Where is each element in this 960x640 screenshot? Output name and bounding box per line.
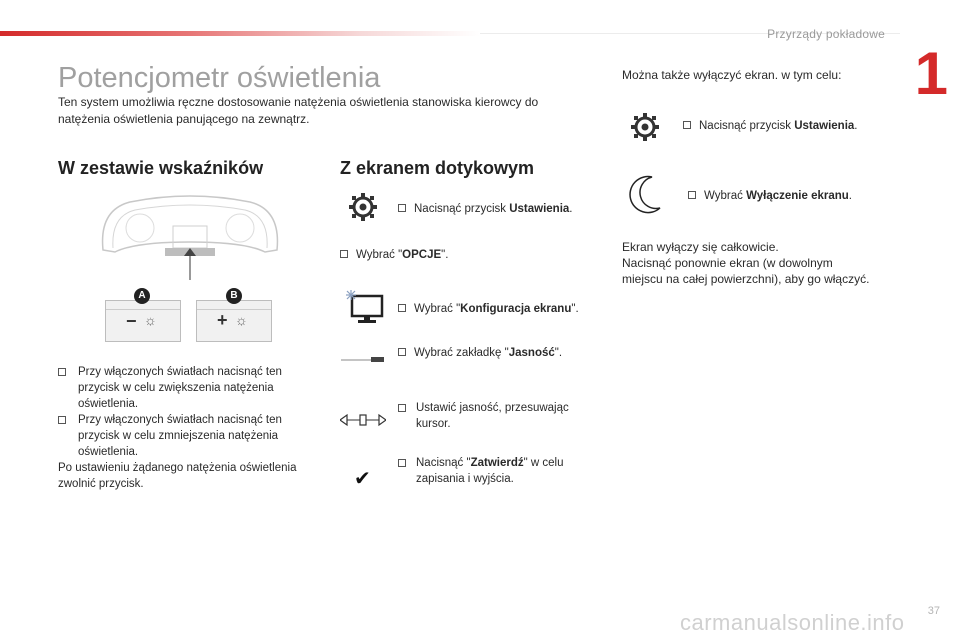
- bullet-icon: [58, 416, 66, 424]
- step-6: Nacisnąć "Zatwierdź" w celu zapisania i wyjścia.: [398, 455, 598, 487]
- left-footer-text: Po ustawieniu żądanego natężenia oświetlenia zwolnić przycisk.: [58, 462, 297, 490]
- right-intro-text: Można także wyłączyć ekran. w tym celu:: [622, 68, 842, 82]
- bullet-icon: [398, 459, 406, 467]
- right-step-1: Nacisnąć przycisk Ustawienia.: [683, 118, 903, 134]
- button-a-decrease: [105, 300, 181, 342]
- bullet-icon: [340, 250, 348, 258]
- intro-text: Ten system umożliwia ręczne dostosowanie natężenia oświetlenia stanowiska kierowcy do natężenia oświetlenia panującego na zewnątrz.: [58, 95, 539, 126]
- left-instructions: [58, 364, 318, 492]
- brightness-icon: ☼: [235, 312, 248, 328]
- label-b-badge: B: [226, 288, 242, 304]
- button-b-increase: [196, 300, 272, 342]
- chapter-number: 1: [914, 40, 948, 107]
- slider-icon: [340, 413, 386, 427]
- watermark: carmanualsonline.info: [680, 610, 905, 635]
- step-1: Nacisnąć przycisk Ustawienia.: [398, 201, 598, 217]
- brightness-tab-icon: [341, 355, 385, 363]
- moon-icon: [628, 174, 664, 214]
- minus-icon: −: [126, 311, 137, 331]
- left-section-heading: W zestawie wskaźników: [58, 158, 264, 178]
- page-title: Potencjometr oświetlenia: [58, 62, 381, 94]
- screen-config-icon: [343, 288, 385, 326]
- bullet-icon: [398, 204, 406, 212]
- middle-section-heading: Z ekranem dotykowym: [340, 158, 535, 178]
- bullet-icon: [58, 368, 66, 376]
- step-3: Wybrać "Konfiguracja ekranu".: [398, 301, 608, 317]
- bullet-icon: [398, 304, 406, 312]
- list-item: Przy włączonych światłach nacisnąć ten przycisk w celu zmniejszenia natężenia oświetlenia.: [58, 412, 318, 460]
- right-step-2: Wybrać Wyłączenie ekranu.: [688, 188, 908, 204]
- section-title: Przyrządy pokładowe: [767, 27, 885, 41]
- bullet-icon: [398, 348, 406, 356]
- bullet-icon: [688, 191, 696, 199]
- gear-icon: [630, 112, 660, 142]
- check-icon: ✔: [354, 468, 371, 490]
- step-2: Wybrać "OPCJE".: [340, 247, 540, 263]
- plus-icon: +: [217, 310, 228, 330]
- brightness-icon: ☼: [144, 312, 157, 328]
- bullet-icon: [683, 121, 691, 129]
- gear-icon: [348, 192, 378, 222]
- list-item: Przy włączonych światłach nacisnąć ten przycisk w celu zwiększenia natężenia oświetlenia.: [58, 364, 318, 412]
- right-outro: Ekran wyłączy się całkowicie. Nacisnąć ponownie ekran (w dowolnym miejscu na całej powierzchni), aby go włączyć.: [622, 240, 870, 286]
- bullet-icon: [398, 404, 406, 412]
- label-a-badge: A: [134, 288, 150, 304]
- step-5: Ustawić jasność, przesuwając kursor.: [398, 400, 598, 432]
- header-accent-bar: [0, 31, 480, 36]
- step-4: Wybrać zakładkę "Jasność".: [398, 345, 598, 361]
- page-number: 37: [927, 605, 940, 617]
